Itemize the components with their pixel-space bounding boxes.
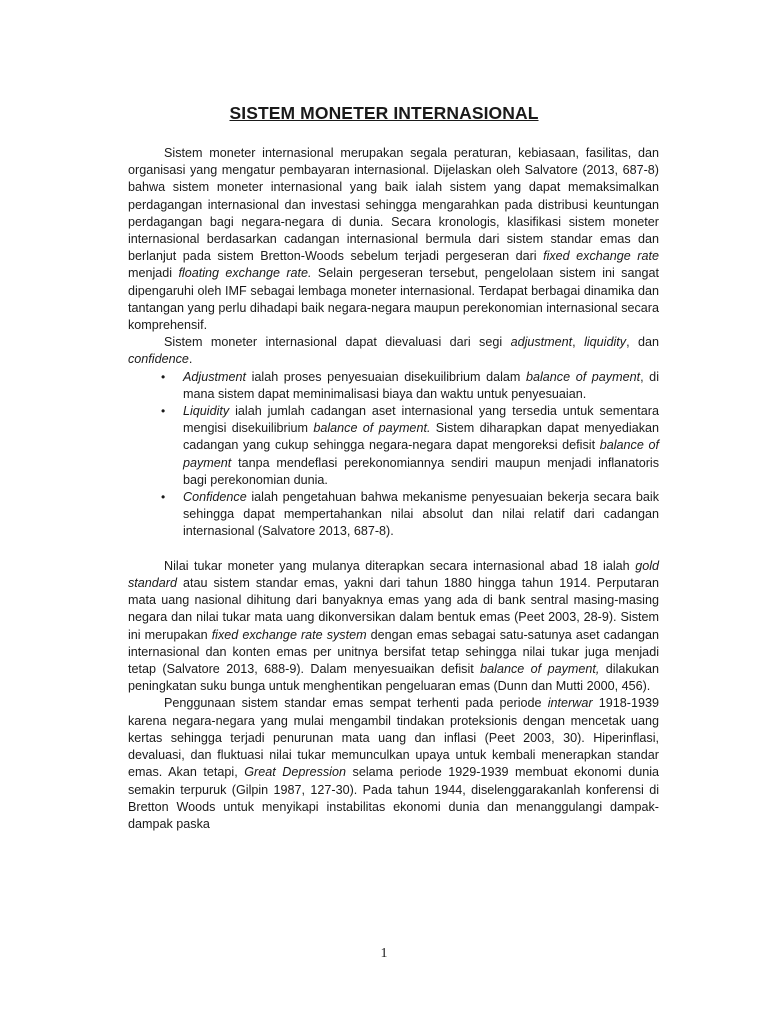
text-run: Selain pergeseran tersebut, pengelolaan sistem ini sangat dipengaruhi oleh IMF sebagai lembaga moneter internasional. Terdapat berbagai dinamika dan tantangan yang perlu dihadapi baik negara-negara maupun perekonomian internasional secara komprehensif. <box>128 266 659 333</box>
text-run: , dan <box>626 335 659 350</box>
text-run: ialah proses penyesuaian disekuilibrium dalam <box>246 369 526 384</box>
page-title: SISTEM MONETER INTERNASIONAL <box>229 103 539 123</box>
text-run: selama periode 1929-1939 membuat ekonomi dunia semakin terpuruk (Gilpin 1987, 127-30). Pada tahun 1944, diselenggarakanlah konferensi di Bretton Woods untuk menyikapi instabilitas ekonomi dunia dan menanggulangi dampak-dampak paska <box>128 765 660 831</box>
text-run: ialah jumlah cadangan aset internasional yang tersedia untuk sementara mengisi disekuilibrium <box>183 404 659 436</box>
italic-term: balance of payment <box>525 369 641 384</box>
text-run: Nilai tukar moneter yang mulanya diterapkan secara internasional abad 18 ialah <box>164 558 636 573</box>
italic-term: adjustment <box>510 335 573 350</box>
italic-term: confidence <box>128 352 189 367</box>
italic-term: floating exchange rate. <box>178 266 312 281</box>
text-run: Penggunaan sistem standar emas sempat terhenti pada periode <box>164 696 548 711</box>
list-item-text <box>183 490 659 538</box>
text-run: tanpa mendeflasi perekonomiannya sendiri maupun menjadi inflanatoris bagi perekonomian dunia. <box>183 455 659 487</box>
text-run: menjadi <box>128 266 179 281</box>
page-number: 1 <box>380 946 388 961</box>
text-run: , di mana sistem dapat meminimalisasi biaya dan waktu untuk penyesuaian. <box>183 369 659 401</box>
italic-term: fixed exchange rate <box>543 249 659 264</box>
body-text <box>128 145 659 833</box>
italic-term: interwar <box>547 696 593 711</box>
bullet-icon: • <box>161 404 166 419</box>
italic-term: Liquidity <box>183 404 230 419</box>
italic-term: Great Depression <box>244 765 346 780</box>
text-run: dilakukan peningkatan suku bunga untuk menghentikan pengeluaran emas (Dunn dan Mutti 2000, 456). <box>128 662 659 694</box>
text-run: Sistem diharapkan dapat menyediakan cadangan yang cukup sehingga negara-negara dapat mengoreksi defisit <box>183 421 660 453</box>
paragraph-intro-1 <box>128 145 659 334</box>
bullet-icon: • <box>161 369 166 384</box>
italic-term: fixed exchange rate system <box>211 627 367 642</box>
list-item <box>128 403 659 489</box>
list-item-text <box>183 404 659 487</box>
text-run: , <box>572 335 585 350</box>
list-item-text <box>183 370 659 401</box>
list-item <box>128 489 659 541</box>
list-item <box>128 369 659 403</box>
italic-term: liquidity <box>584 335 627 350</box>
paragraph-intro-2 <box>128 334 659 368</box>
text-run: dengan emas sebagai satu-satunya aset cadangan internasional dan konten emas per unitnya bersifat tetap sehingga nilai tukar juga menjadi tetap (Salvatore 2013, 688-9). Dalam menyesuaikan defisit <box>128 627 659 677</box>
text-run: Sistem moneter internasional merupakan segala peraturan, kebiasaan, fasilitas, dan organisasi yang mengatur pembayaran internasional. Dijelaskan oleh Salvatore (2013, 687-8) bahwa sistem moneter internasional yang baik ialah sistem yang dapat memaksimalkan perdagangan internasional dan investasi sehingga mengarahkan pada distribusi keuntungan perdagangan bagi negara-negara di dunia. Secara kronologis, klasifikasi sistem moneter internasional berdasarkan cadangan internasional bermula dari sistem standar emas dan berlanjut pada sistem Bretton-Woods sebelum terjadi pergeseran dari <box>128 146 659 264</box>
paragraph-gold-standard <box>128 558 659 696</box>
italic-term: balance of payment <box>183 438 660 470</box>
text-run: 1918-1939 karena negara-negara yang mulai mengambil tindakan proteksionis dengan mencetak uang kertas sehingga terjadi penurunan mata uang dan inflasi (Peet 2003, 30). Hiperinflasi, devaluasi, dan fluktuasi nilai tukar memunculkan upaya untuk kembali menerapkan standar emas. Akan tetapi, <box>128 696 659 780</box>
italic-term: gold standard <box>128 558 659 591</box>
bullet-icon: • <box>161 490 166 505</box>
text-run: Sistem moneter internasional dapat dievaluasi dari segi <box>164 335 511 350</box>
text-run: . <box>188 352 193 367</box>
text-run: ialah pengetahuan bahwa mekanisme penyesuaian bekerja secara baik sehingga dapat mempertahankan nilai absolut dan nilai relatif dari cadangan internasional (Salvatore 2013, 687-8). <box>183 490 659 539</box>
italic-term: Confidence <box>183 490 247 505</box>
criteria-list <box>128 369 659 541</box>
italic-term: balance of payment, <box>480 662 600 677</box>
italic-term: Adjustment <box>183 369 246 384</box>
text-run: atau sistem standar emas, yakni dari tahun 1880 hingga tahun 1914. Perputaran mata uang nasional dihitung dari banyaknya emas yang ada di bank sentral masing-masing negara dan nilai tukar mata uang dikonversikan dalam bentuk emas (Peet 2003, 28-9). Sistem ini merupakan <box>128 576 659 642</box>
italic-term: balance of payment. <box>313 421 431 436</box>
paragraph-interwar <box>128 695 659 833</box>
